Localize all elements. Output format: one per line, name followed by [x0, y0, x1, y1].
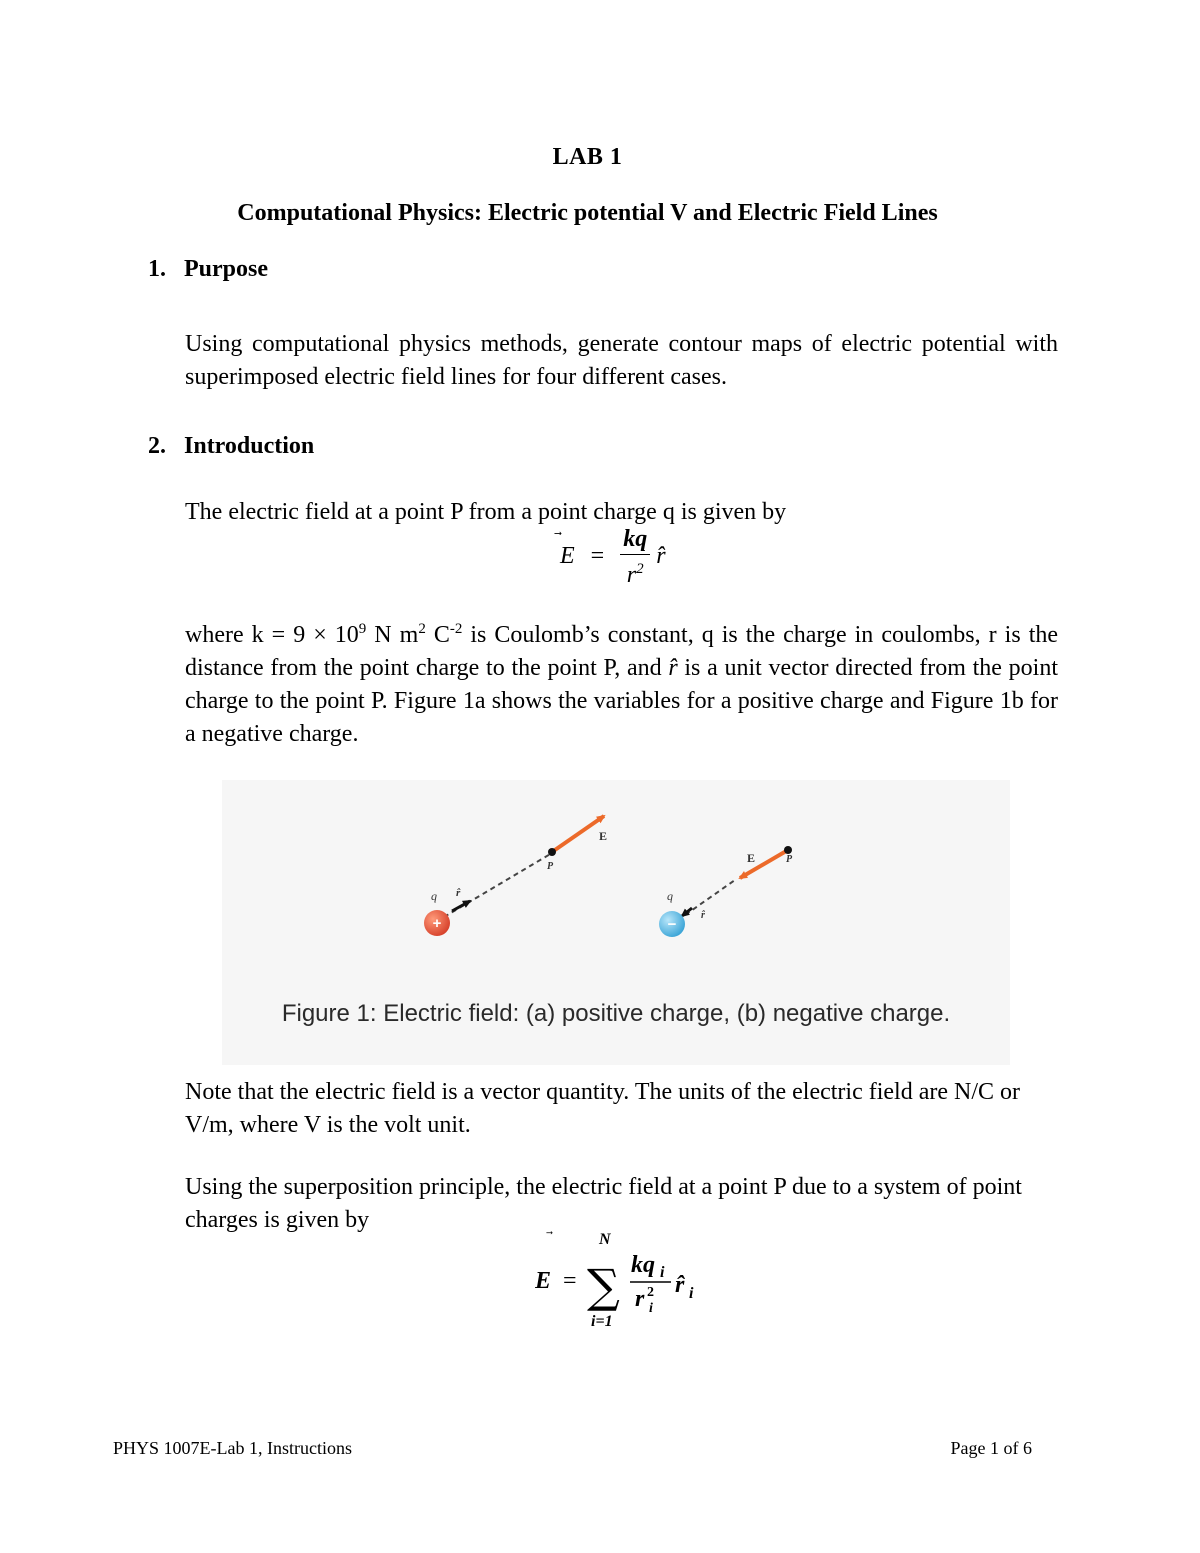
- coulomb-text-3: C: [425, 622, 450, 648]
- figure-1: [222, 780, 1010, 1065]
- coulomb-text-5: is a unit vector directed from the point charge to the point P. Figure 1a shows the variables for a positive charge and Figure 1b for a negative charge.: [185, 655, 1058, 747]
- purpose-paragraph: Using computational physics methods, generate contour maps of electric potential with superimposed electric field lines for four different cases.: [185, 331, 1058, 390]
- panel-a-point-label: P: [547, 861, 554, 872]
- footer-page-number: Page 1 of 6: [950, 1438, 1032, 1458]
- panel-a-point-p: [548, 848, 556, 856]
- section-number: 2.: [148, 433, 166, 459]
- main-title: Computational Physics: Electric potential V and Electric Field Lines: [237, 200, 938, 226]
- eq1-lhs: E: [560, 543, 575, 569]
- unit-vector-symbol: r̂: [668, 655, 678, 681]
- panel-b-charge-sign: −: [667, 916, 677, 933]
- superposition-paragraph: Using the superposition principle, the electric field at a point P due to a system of point charges is given by: [185, 1174, 1022, 1233]
- panel-b-point-label: P: [786, 854, 793, 865]
- note-paragraph: Note that the electric field is a vector quantity. The units of the electric field are N/C or V/m, where V is the volt unit.: [185, 1079, 1021, 1138]
- superposition-equation: [535, 1230, 735, 1330]
- eq1-den-exp: 2: [636, 561, 644, 577]
- eq2-unit-vector: r̂: [675, 1272, 685, 1298]
- figure-1-caption: Figure 1: Electric field: (a) positive charge, (b) negative charge.: [281, 1000, 951, 1027]
- exponent: -2: [449, 621, 463, 637]
- panel-b-charge-label: q: [667, 889, 673, 903]
- eq2-lower: i=1: [591, 1313, 613, 1330]
- panel-b-negative-charge: [659, 846, 793, 937]
- eq2-numerator: kq: [631, 1252, 655, 1278]
- coulomb-text-2: N m: [366, 622, 419, 648]
- lab-title: LAB 1: [552, 144, 623, 170]
- eq2-upper: N: [599, 1231, 611, 1248]
- panel-a-field-label: E: [599, 829, 608, 843]
- panel-b-field-label: E: [747, 851, 756, 865]
- eq2-lhs: E: [535, 1268, 552, 1294]
- panel-a-charge-label: q: [431, 889, 437, 903]
- coulomb-text-4: is Coulomb’s constant, q is the charge in coulombs, r is the distance from the point charge to the point P, and: [185, 622, 1059, 681]
- figure-1-diagram: [222, 780, 1010, 980]
- eq2-equals: =: [563, 1268, 577, 1294]
- eq2-denominator: r: [635, 1286, 645, 1312]
- section-title: Purpose: [184, 256, 268, 282]
- section-purpose-heading: [148, 256, 268, 283]
- electric-field-equation: [560, 524, 666, 589]
- eq2-uv-sub: i: [689, 1285, 694, 1302]
- panel-b-point-p: [784, 846, 792, 854]
- eq2-arrow-accent: [546, 1231, 553, 1235]
- panel-a-charge-sign: +: [432, 915, 442, 932]
- eq2-den-sub: i: [649, 1301, 653, 1316]
- footer-course-label: PHYS 1007E-Lab 1, Instructions: [113, 1438, 352, 1458]
- eq1-equals: =: [590, 543, 605, 569]
- exponent: 2: [418, 621, 426, 637]
- eq2-den-exp: 2: [647, 1285, 654, 1300]
- panel-a-positive-charge: [424, 816, 607, 936]
- coulomb-text-1: where k = 9 × 10: [185, 622, 359, 648]
- panel-a-field-arrow: [552, 816, 604, 852]
- section-introduction-heading: [148, 433, 314, 460]
- panel-a-unit-label: r̂: [456, 887, 461, 899]
- section-title: Introduction: [184, 433, 315, 459]
- panel-b-unit-label: r̂: [701, 910, 705, 921]
- section-number: 1.: [148, 256, 166, 282]
- coulomb-paragraph: [185, 619, 1058, 751]
- intro-sentence: The electric field at a point P from a point charge q is given by: [185, 499, 787, 525]
- eq1-denominator: r: [626, 562, 637, 588]
- eq2-sum: ∑: [587, 1259, 620, 1313]
- exponent: 9: [358, 621, 367, 637]
- panel-a-unit-vector-arrow: [452, 901, 470, 911]
- eq2-num-sub: i: [660, 1264, 665, 1281]
- eq1-unit-vector: r̂: [656, 543, 666, 569]
- eq1-numerator: kq: [620, 524, 650, 555]
